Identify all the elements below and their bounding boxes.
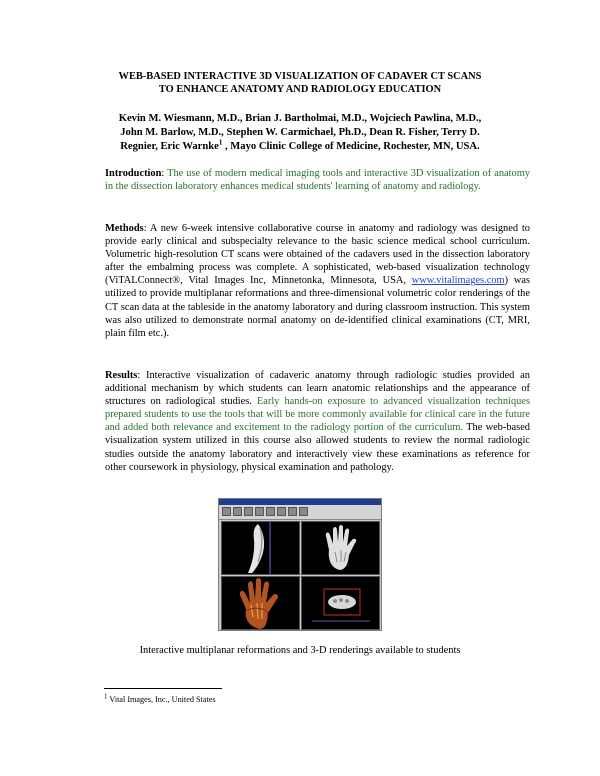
toolbar-tool-icon [233, 507, 242, 516]
viewport-coronal [301, 576, 380, 630]
viewport-sagittal [221, 521, 300, 575]
introduction-text: The use of modern medical imaging tools and interactive 3D visualization of anatomy in the dissection laboratory enhances medical students' learning of anatomy and radiology. [105, 168, 530, 193]
methods-text-1: A new 6-week intensive collaborative course in anatomy and radiology was designed to provide early clinical and subspecialty relevance to the basic science medical school curriculum. Volumetric high-resolution CT scans were obtained of the cadavers used in the dissection laboratory after the embalming process was complete. A sophisticated, web-based visualization technology (ViTALConnect®, Vital Images Inc, Minnetonka, Minnesota, USA, [105, 223, 530, 287]
axial-slice-scan-image [302, 577, 379, 629]
results-heading: Results [105, 370, 138, 381]
title-line-2: TO ENHANCE ANATOMY AND RADIOLOGY EDUCATION [158, 84, 442, 95]
footnote-divider [104, 688, 222, 689]
authors-line-2: John M. Barlow, M.D., Stephen W. Carmichael, Ph.D., Dean R. Fisher, Terry D. [120, 127, 480, 139]
methods-text-2: ) was utilized to provide multiplanar reformations and three-dimensional volumetric color renderings of the CT scan data at the tableside in the anatomy laboratory and during classroom instruction. This system was also utilized to demonstrate normal anatomy on de-identified clinical examinations (CT, MRI, plain film etc.). [105, 275, 531, 339]
screenshot-toolbar [219, 505, 381, 520]
methods-heading: Methods [105, 223, 144, 234]
affiliation: , Mayo Clinic College of Medicine, Rochester, MN, USA. [222, 141, 480, 153]
paper-title [60, 70, 540, 96]
methods-paragraph: Methods: A new 6-week intensive collaborative course in anatomy and radiology was designed to provide early clinical and subspecialty relevance to the basic science medical school curriculum. Volumetric high-resolution CT scans were obtained of the cadavers used in the dissection laboratory after the embalming process was complete. A sophisticated, web-based visualization technology (ViTALConnect®, Vital Images Inc, Minnetonka, Minnesota, USA, www.vitalimages.com) was utilized to provide multiplanar reformations and three-dimensional volumetric color renderings of the CT scan data at the tableside in the anatomy laboratory and during classroom instruction. This system was also utilized to demonstrate normal anatomy on de-identified clinical examinations (CT, MRI, plain film etc.). [105, 223, 531, 339]
figure-caption: Interactive multiplanar reformations and 3-D renderings available to students [139, 645, 461, 656]
coronal-hand-scan-image [302, 522, 379, 574]
footnote-reference: 1 [218, 138, 223, 147]
results-paragraph: Results: Interactive visualization of cadaveric anatomy through radiologic studies provided an additional mechanism by which students can learn anatomic relationships and the appearance of structures on radiological studies. Early hands-on exposure to advanced visualization techniques prepared students to use the tools that will be more commonly available for clinical care in the future and added both relevance and excitement to the radiology portion of the curriculum. The web-based visualization system utilized in this course also allowed students to review the normal radiologic studies outside the anatomy laboratory and interactively view these examinations as reference for other coursework in physiology, physical examination and pathology. [105, 370, 531, 473]
toolbar-tool-icon [244, 507, 253, 516]
viewport-3d-rendering [221, 576, 300, 630]
toolbar-tool-icon [222, 507, 231, 516]
toolbar-tool-icon [288, 507, 297, 516]
footnote-mark: 1 [104, 692, 108, 701]
sagittal-hand-scan-image [222, 522, 299, 574]
title-line-1: WEB-BASED INTERACTIVE 3D VISUALIZATION OF CADAVER CT SCANS [118, 71, 482, 82]
authors-line-3-name: Regnier, Eric Warnke [120, 141, 219, 153]
introduction-heading: Introduction [105, 168, 162, 179]
authors-line-3 [90, 140, 510, 154]
toolbar-tool-icon [299, 507, 308, 516]
authors-line-1: Kevin M. Wiesmann, M.D., Brian J. Bartholmai, M.D., Wojciech Pawlina, M.D., [118, 113, 482, 124]
author-list [90, 112, 510, 155]
introduction-paragraph: Introduction: The use of modern medical imaging tools and interactive 3D visualization of anatomy in the dissection laboratory enhances medical students' learning of anatomy and radiology. [105, 168, 530, 193]
software-screenshot-figure [218, 498, 382, 631]
results-text-1: Interactive visualization of cadaveric anatomy through radiologic studies provided an additional mechanism by which students can learn anatomic relationships and the appearance of structures on radiological studies. [105, 370, 530, 408]
toolbar-tool-icon [255, 507, 264, 516]
results-text-2: The web-based visualization system utilized in this course also allowed students to review the normal radiologic studies outside the anatomy laboratory and interactively view these examinations as reference for other coursework in physiology, physical examination and pathology. [105, 422, 530, 473]
3d-hand-rendering-image [222, 577, 299, 629]
footnote [104, 692, 216, 705]
vitalimages-link[interactable]: www.vitalimages.com [411, 275, 505, 287]
results-text-green: Early hands-on exposure to advanced visualization techniques prepared students to use the tools that will be more commonly available for clinical care in the future and added both relevance and excitement to the radiology portion of the curriculum. [105, 396, 531, 434]
toolbar-tool-icon [277, 507, 286, 516]
viewport-axial [301, 521, 380, 575]
toolbar-tool-icon [266, 507, 275, 516]
footnote-text: Vital Images, Inc., United States [107, 695, 216, 704]
